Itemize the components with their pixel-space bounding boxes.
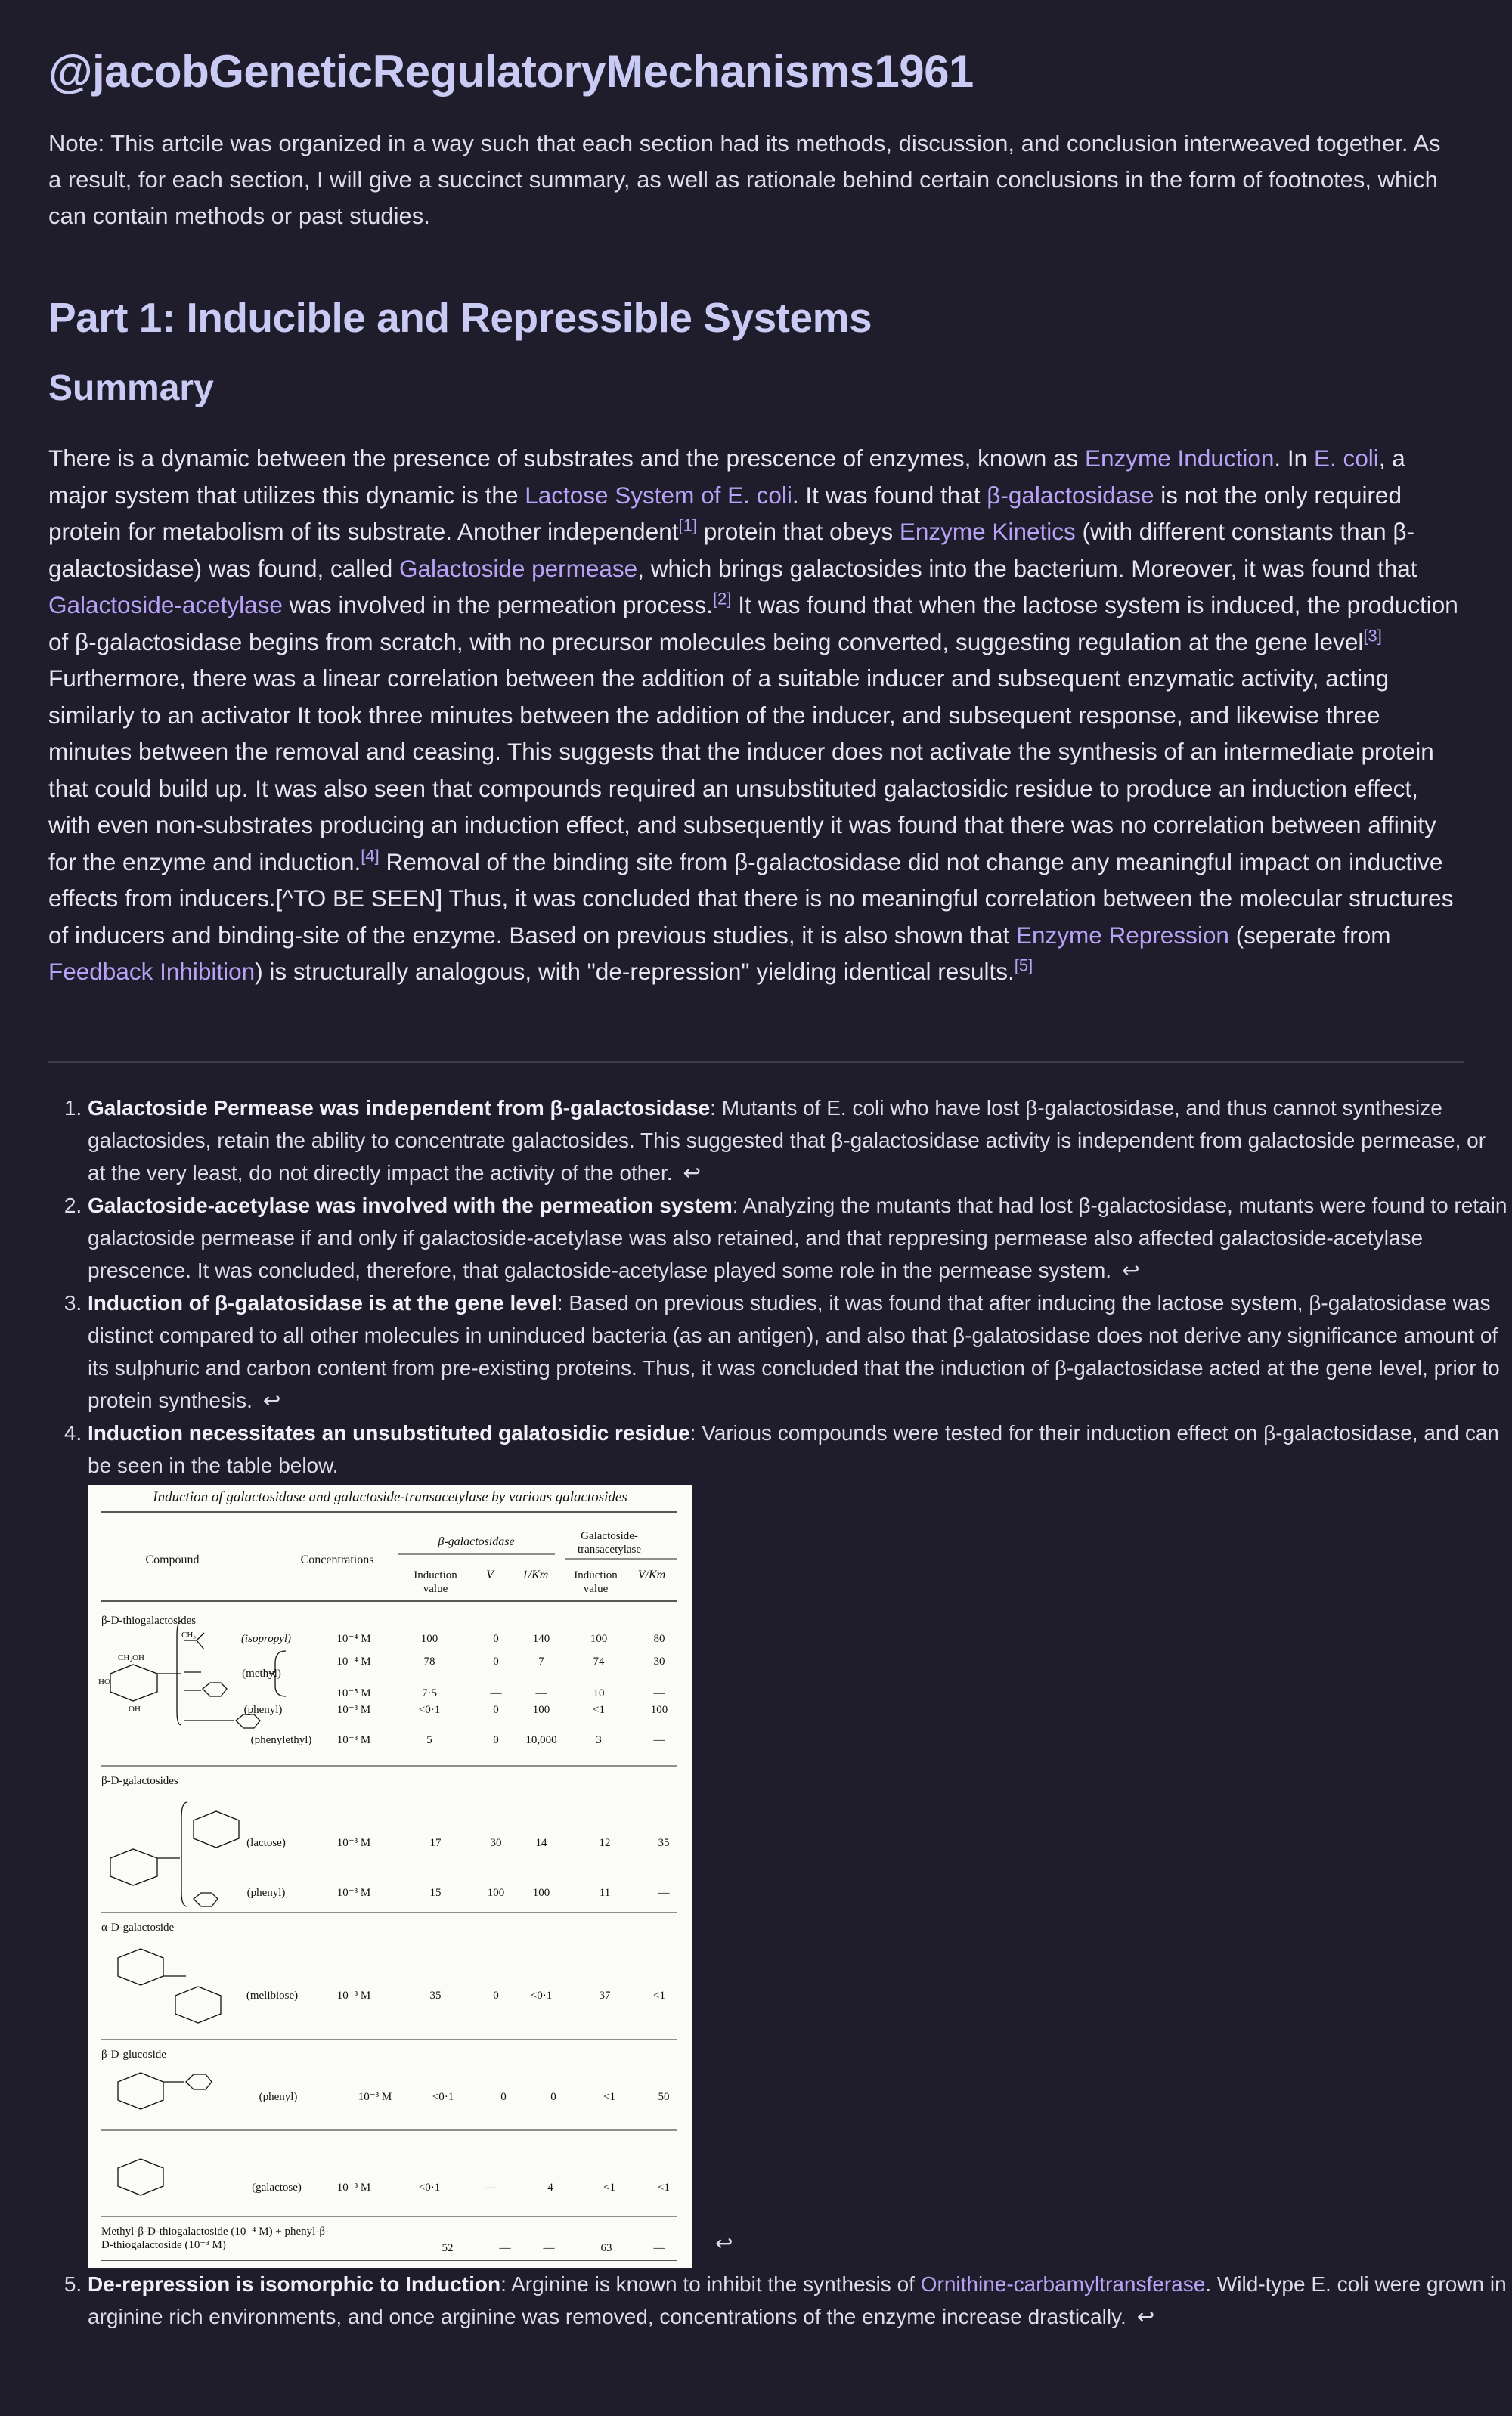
cell-km: 14 [535,1837,547,1849]
cell-ind: <0·1 [432,2091,454,2103]
cell-ind2: 100 [590,1633,608,1645]
page-title: @jacobGeneticRegulatoryMechanisms1961 [48,46,974,97]
structure-galactose [118,2159,163,2195]
cell-km: <0·1 [530,1990,553,2002]
backref-4-icon[interactable]: ↩ [715,2232,733,2255]
cell-vkm: <1 [653,1990,665,2002]
footnote-text: : Arginine is known to inhibit the synthesis of [500,2272,921,2296]
cell-conc: 10⁻⁵ M [336,1687,371,1699]
backref-1-icon[interactable]: ↩ [683,1161,701,1185]
cell-conc: 10⁻³ M [336,1990,371,2002]
cell-km: — [535,1687,547,1699]
summary-paragraph [48,440,1462,990]
rows-group-2 [246,1837,670,1899]
cell-compound: (phenyl) [243,1704,283,1716]
footnote-text: : Mutants of E. coli who have lost β-galactosidase, and thus cannot synthesize galactosides, retain the ability to concentrate galactosides. This suggested that β-galactosidase activity is independent from galactoside permease, or at the very least, do not directly impact the activity of the other. [88,1096,1486,1185]
cell-compound: (isopropyl) [240,1633,292,1645]
cell-ind: 5 [426,1734,432,1746]
link-enzyme-kinetics[interactable]: Enzyme Kinetics [899,518,1076,545]
cell-vkm: 30 [653,1656,665,1668]
cell-compound: (methyl) [242,1668,281,1680]
link-lactose-system[interactable]: Lactose System of E. coli [525,481,792,509]
footnote-text: : Analyzing the mutants that had lost β-galactosidase, mutants were found to retain galactoside permease if and only if galactoside-acetylase was also retained, and that reppresing permease also affected galactoside-acetylase prescence. It was concluded, therefore, that galactoside-acetylase played some role in the permease system. [88,1194,1507,1282]
footnote-4 [88,1417,1509,2268]
backref-5-icon[interactable]: ↩ [1136,2305,1155,2328]
cell-v: 0 [493,1990,499,2002]
rows-group-4 [259,2091,670,2103]
footnotes-list [48,1092,1509,2333]
footnote-title: Induction of β-galatosidase is at the gene level [88,1291,557,1315]
induction-table-image [88,1485,692,2268]
link-enzyme-repression[interactable]: Enzyme Repression [1015,921,1229,949]
cell-ind: 7·5 [422,1687,437,1699]
structure-glucoside [118,2073,212,2109]
footnote-text: : Based on previous studies, it was found that after inducing the lactose system, β-galatosidase was distinct compared to all other molecules in uninduced bacteria (as an antigen), and also that β-galatosidase does not derive any significance amount of its sulphuric and carbon content from pre-existing proteins. Thus, it was concluded that the induction of β-galactosidase acted at the gene level, prior to protein synthesis. [88,1291,1500,1412]
cell-vkm: 80 [653,1633,665,1645]
cell-ind2: 12 [599,1837,611,1849]
text: is not the only required protein for metabolism of its substrate. Another independent [48,481,1402,545]
text: ) is structurally analogous, with "de-repression" yielding identical results. [255,958,1015,985]
footnote-ref-4[interactable]: [4] [361,846,380,865]
footnotes-divider [48,1061,1464,1063]
footnote-title: Galactoside-acetylase was involved with the permeation system [88,1194,733,1217]
cell-conc: 10⁻³ M [336,1734,371,1746]
cell-v: — [499,2242,511,2254]
cell-vkm: — [653,1687,665,1699]
link-enzyme-induction[interactable]: Enzyme Induction [1085,444,1275,472]
cell-ind2: <1 [603,2091,615,2103]
backref-3-icon[interactable]: ↩ [262,1389,281,1412]
footer-label-2: D-thiogalactoside (10⁻³ M) [101,2239,226,2251]
cell-ind: 78 [423,1656,435,1668]
cell-ind2: 63 [600,2242,612,2254]
struct-ho: HO [98,1677,110,1687]
footer-label-1: Methyl-β-D-thiogalactoside (10⁻⁴ M) + phenyl-β- [101,2226,329,2238]
footnote-title: Galactoside Permease was independent from β-galactosidase [88,1096,711,1120]
cell-vkm: 100 [650,1704,668,1716]
cell-ind: 15 [429,1887,442,1899]
cell-ind2: <1 [593,1704,605,1716]
struct-ch3: CH₃ [181,1631,197,1640]
footnote-title: Induction necessitates an unsubstituted galatosidic residue [88,1421,690,1445]
cell-vkm: — [658,1887,670,1899]
group-galactosides: β-D-galactosides [101,1775,178,1787]
text: It was found that when the lactose system is induced, the production of β-galactosidase begins from scratch, with no precursor molecules being converted, suggesting regulation at the gene level [48,591,1458,655]
text: Removal of the binding site from β-galactosidase did not change any meaningful impact on inductive effects from inducers.[^TO BE SEEN] Thus, it was concluded that there is no meaningful correlation between the molecular structures of inducers and binding-site of the enzyme. Based on previous studies, it is also shown that [48,847,1454,949]
cell-conc: 10⁻³ M [336,1887,371,1899]
cell-ind2: 37 [599,1990,611,2002]
header-induction2: Induction [574,1569,618,1581]
cell-v: 0 [493,1656,499,1668]
cell-conc: 10⁻³ M [358,2091,392,2103]
cell-ind2: 3 [596,1734,602,1746]
header-v: V [486,1569,494,1581]
footnote-ref-5[interactable]: [5] [1014,956,1033,975]
cell-vkm: <1 [658,2182,670,2194]
header-induction: Induction [414,1569,457,1581]
cell-compound: (melibiose) [246,1990,299,2002]
cell-conc: 10⁻³ M [336,1704,371,1716]
cell-km: 7 [538,1656,544,1668]
cell-v: 100 [487,1887,505,1899]
cell-ind: 52 [442,2242,454,2254]
link-galactoside-permease[interactable]: Galactoside permease [399,554,638,582]
group-thiogalactosides: β-D-thiogalactosides [101,1615,197,1627]
cell-km: 4 [547,2182,553,2194]
cell-v: 0 [500,2091,507,2103]
header-vkm: V/Km [637,1569,666,1581]
text: , a major system that utilizes this dynamic is the [48,444,1405,509]
cell-compound: (galactose) [252,2182,302,2194]
backref-2-icon[interactable]: ↩ [1122,1259,1140,1282]
cell-conc: 10⁻³ M [336,2182,371,2194]
cell-ind: <0·1 [418,2182,441,2194]
text: protein that obeys [696,518,900,545]
header-gtrans-2: transacetylase [577,1544,642,1556]
struct-oh: OH [129,1705,141,1714]
header-value: value [423,1583,448,1595]
group-alpha-galactoside: α-D-galactoside [101,1922,175,1934]
cell-compound: (phenyl) [259,2091,298,2103]
text: . It was found that [792,481,987,509]
header-bgal: β-galactosidase [438,1535,515,1548]
table-caption: Induction of galactosidase and galactoside-transacetylase by various galactosides [153,1489,627,1505]
header-1km: 1/Km [522,1569,549,1581]
group-glucoside: β-D-glucoside [101,2049,166,2061]
text: , which brings galactosides into the bacterium. Moreover, it was found that [637,554,1418,582]
text: There is a dynamic between the presence of substrates and the prescence of enzymes, known as [48,444,1086,472]
footnote-ref-3[interactable]: [3] [1363,626,1382,645]
rows-group-5 [252,2182,670,2194]
cell-v: — [490,1687,502,1699]
link-ornithine-carbamyltransferase[interactable]: Ornithine-carbamyltransferase [920,2272,1206,2296]
header-concentrations: Concentrations [300,1553,374,1566]
cell-conc: 10⁻³ M [336,1837,371,1849]
part-heading: Part 1: Inducible and Repressible Systems [48,294,872,341]
cell-v: 0 [493,1633,499,1645]
rows-group-1 [241,1633,668,1746]
cell-km: — [543,2242,555,2254]
cell-compound: (phenylethyl) [250,1734,312,1746]
cell-v: 30 [490,1837,502,1849]
footnote-2 [88,1189,1509,1287]
cell-v: — [485,2182,497,2194]
cell-ind2: 11 [599,1887,611,1899]
cell-v: 0 [493,1734,499,1746]
cell-vkm: — [653,1734,665,1746]
structure-galactoside [110,1802,239,1906]
cell-conc: 10⁻⁴ M [336,1656,371,1668]
cell-km: 100 [532,1704,550,1716]
cell-ind: 17 [429,1837,442,1849]
structure-melibiose [118,1949,221,2023]
header-compound: Compound [145,1553,200,1566]
cell-ind: <0·1 [418,1704,441,1716]
cell-compound: (phenyl) [246,1887,286,1899]
intro-note: Note: This artcile was organized in a way such that each section had its methods, discussion, and conclusion interweaved together. As a result, for each section, I will give a succinct summary, as well as rationale behind certain conclusions in the form of footnotes, which can contain methods or past studies. [48,130,1441,229]
text: Furthermore, there was a linear correlation between the addition of a suitable inducer and subsequent enzymatic activity, acting similarly to an activator It took three minutes between the addition of the inducer, and subsequent response, and likewise three minutes between the removal and ceasing. This suggests that the inducer does not activate the synthesis of an intermediate protein that could build up. It was also seen that compounds required an unsubstituted galactosidic residue to produce an induction effect, with even non-substrates producing an induction effect, and subsequently it was found that there was no correlation between affinity for the enzyme and induction. [48,664,1436,875]
cell-vkm: 50 [658,2091,670,2103]
cell-vkm: 35 [658,1837,670,1849]
cell-compound: (lactose) [246,1837,286,1849]
rows-group-3 [246,1990,665,2002]
link-e-coli[interactable]: E. coli [1313,444,1379,472]
cell-km: 100 [532,1887,550,1899]
link-beta-galactosidase[interactable]: β-galactosidase [987,481,1154,509]
struct-ch2oh: CH₂OH [118,1653,145,1662]
cell-km: 140 [532,1633,550,1645]
header-gtrans-1: Galactoside- [581,1530,638,1542]
cell-ind2: 74 [593,1656,605,1668]
cell-conc: 10⁻⁴ M [336,1633,371,1645]
cell-v: 0 [493,1704,499,1716]
header-value2: value [583,1583,609,1595]
cell-ind: 35 [429,1990,442,2002]
cell-ind: 100 [420,1633,438,1645]
footer-values [442,2242,666,2254]
text: was involved in the permeation process. [282,591,713,618]
cell-ind2: 10 [593,1687,605,1699]
induction-table [88,1485,692,2268]
cell-km: 10,000 [525,1734,557,1746]
summary-heading: Summary [48,368,214,408]
footnote-5 [88,2268,1509,2333]
cell-ind2: <1 [603,2182,615,2194]
footnote-ref-2[interactable]: [2] [712,589,732,609]
footnote-ref-1[interactable]: [1] [678,516,697,535]
footnote-1 [88,1092,1509,1189]
link-feedback-inhibition[interactable]: Feedback Inhibition [48,958,256,985]
footnote-title: De-repression is isomorphic to Induction [88,2272,501,2296]
footnote-text: : Various compounds were tested for their induction effect on β-galactosidase, and can be seen in the table below. [88,1421,1499,1477]
text: (with different constants than β-galactosidase) was found, called [48,518,1414,582]
footnote-text: . Wild-type E. coli were grown in arginine rich environments, and once arginine was removed, concentrations of the enzyme increase drastically. [88,2272,1507,2328]
text: . In [1274,444,1314,472]
cell-vkm: — [653,2242,665,2254]
cell-km: 0 [550,2091,556,2103]
footnote-3 [88,1287,1509,1417]
text: (seperate from [1228,921,1391,949]
link-galactoside-acetylase[interactable]: Galactoside-acetylase [48,591,283,618]
